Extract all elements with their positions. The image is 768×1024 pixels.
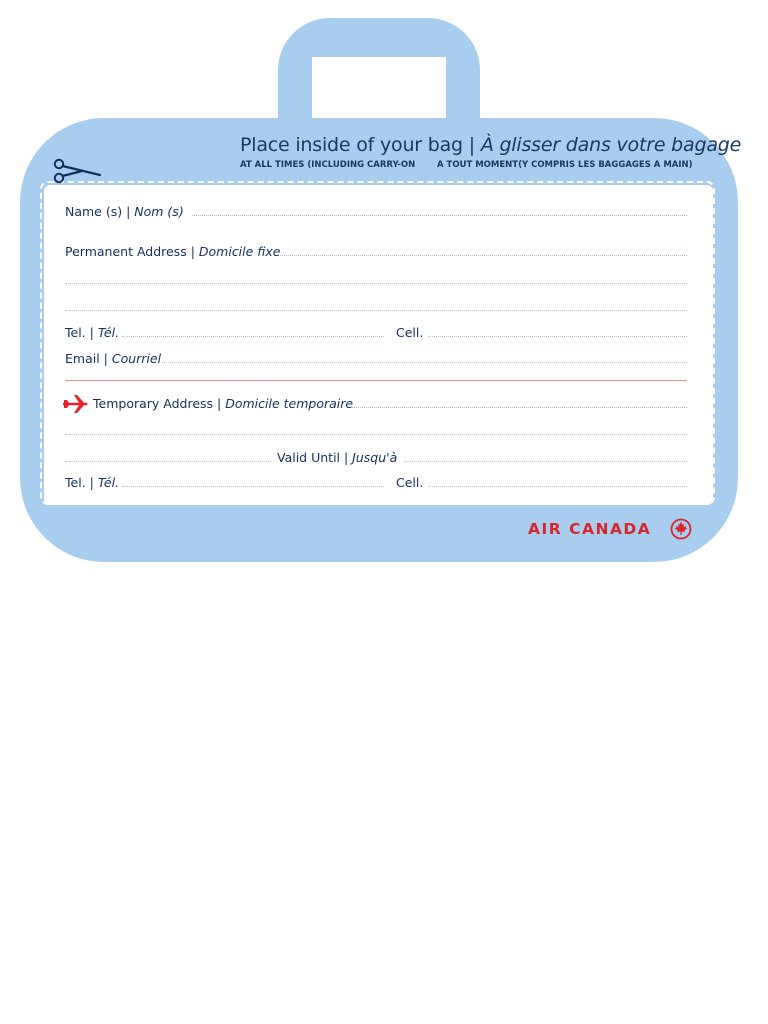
email-field[interactable]	[162, 362, 687, 363]
name-field[interactable]	[192, 215, 687, 216]
email-label: Email | Courriel	[65, 351, 162, 366]
temporary-tel-label: Tel. | Tél.	[65, 475, 120, 490]
permanent-address-line-3[interactable]	[65, 310, 687, 311]
temporary-address-label: Temporary Address | Domicile temporaire	[93, 396, 354, 411]
permanent-address-field[interactable]	[280, 255, 687, 256]
section-divider	[65, 380, 687, 381]
permanent-address-label: Permanent Address | Domicile fixe	[65, 244, 281, 259]
tel-field[interactable]	[122, 336, 384, 337]
permanent-address-line-2[interactable]	[65, 283, 687, 284]
name-label: Name (s) | Nom (s)	[65, 204, 184, 219]
airplane-icon	[62, 394, 88, 414]
bag-handle-hole	[312, 57, 446, 127]
header-subtitle-en: AT ALL TIMES (INCLUDING CARRY-ON	[240, 160, 416, 170]
header-title-en: Place inside of your bag |	[240, 134, 481, 156]
valid-until-label: Valid Until | Jusqu'à	[277, 450, 398, 465]
temporary-address-line-2[interactable]	[65, 434, 687, 435]
temporary-cell-field[interactable]	[428, 486, 687, 487]
temporary-tel-field[interactable]	[122, 486, 384, 487]
header-title	[240, 134, 741, 156]
cell-label: Cell.	[396, 325, 424, 340]
header-title-fr: À glisser dans votre bagage	[480, 134, 742, 156]
temporary-address-field[interactable]	[352, 407, 687, 408]
scissors-icon	[52, 156, 104, 186]
temporary-cell-label: Cell.	[396, 475, 424, 490]
maple-leaf-roundel-icon	[670, 518, 692, 540]
temporary-address-line-3[interactable]	[65, 461, 271, 462]
header-subtitle-fr: A TOUT MOMENT(Y COMPRIS LES BAGGAGES A MAIN)	[437, 160, 693, 170]
brand-name: AIR CANADA	[528, 520, 652, 538]
valid-until-field[interactable]	[404, 461, 687, 462]
tel-label: Tel. | Tél.	[65, 325, 120, 340]
cell-field[interactable]	[428, 336, 687, 337]
